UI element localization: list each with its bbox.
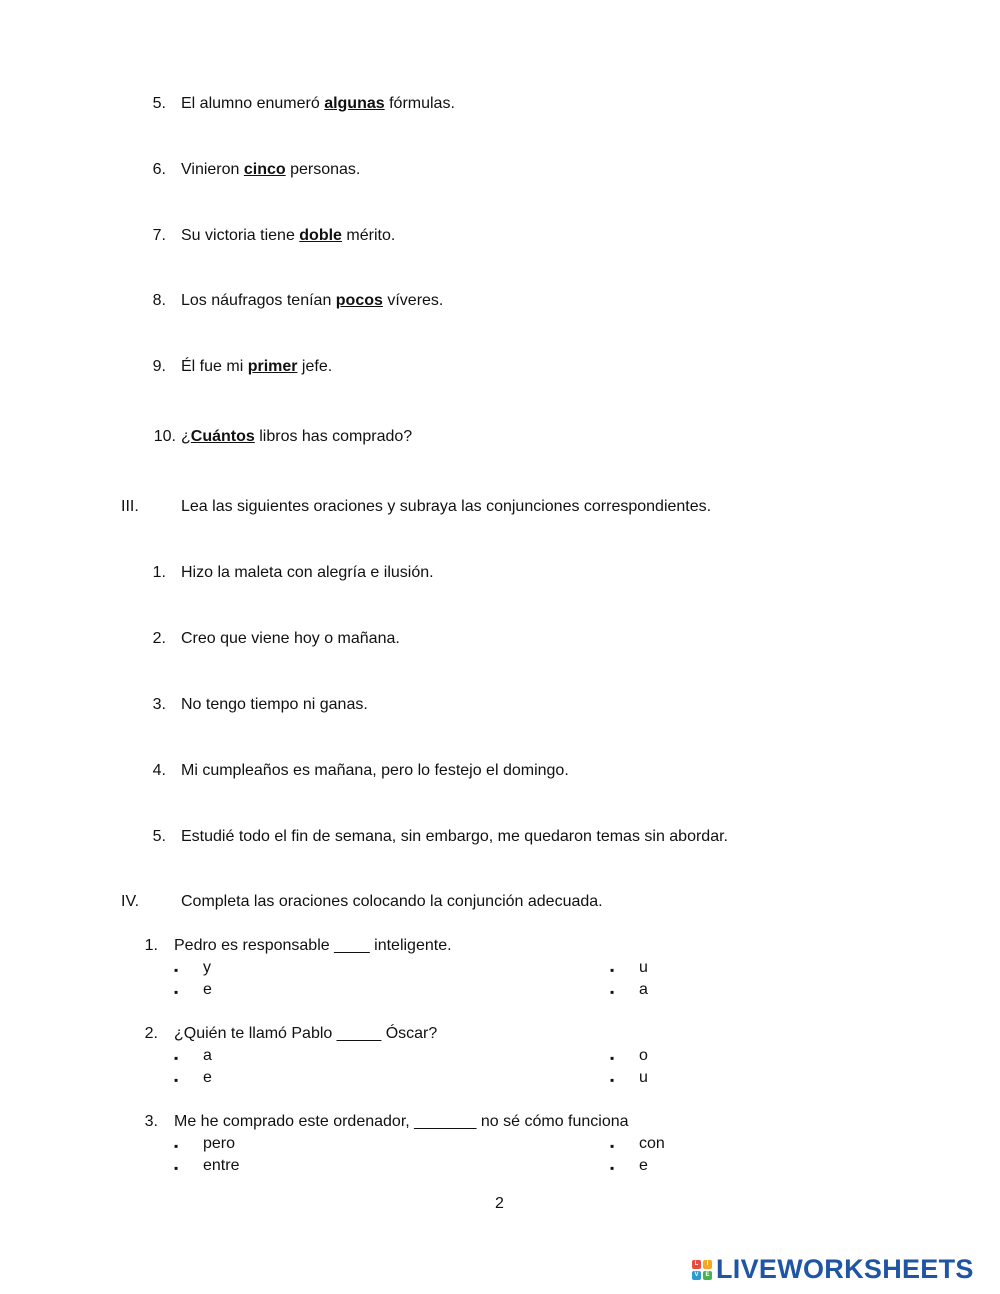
- bullet-icon: ▪: [174, 985, 179, 999]
- underlined-keyword: Cuántos: [190, 428, 255, 445]
- item-number: 1.: [152, 564, 166, 581]
- bullet-icon: ▪: [174, 1051, 179, 1065]
- answer-option[interactable]: o: [639, 1047, 648, 1064]
- sentence: [181, 428, 412, 446]
- answer-option[interactable]: u: [639, 959, 648, 976]
- sentence: Creo que viene hoy o mañana.: [181, 630, 400, 647]
- answer-option[interactable]: e: [203, 1069, 212, 1086]
- item-number: 3.: [152, 696, 166, 713]
- underlined-keyword: pocos: [335, 292, 383, 309]
- bullet-icon: ▪: [174, 963, 179, 977]
- underlined-keyword: cinco: [243, 161, 286, 178]
- liveworksheets-logo: [692, 1254, 974, 1285]
- sentence: [181, 358, 332, 376]
- question-number: 1.: [144, 937, 158, 954]
- answer-option[interactable]: y: [203, 959, 211, 976]
- item-number: 7.: [152, 227, 166, 244]
- bullet-icon: ▪: [174, 1161, 179, 1175]
- sentence: [181, 227, 395, 245]
- answer-option[interactable]: con: [639, 1135, 665, 1152]
- sentence-text: mérito.: [341, 227, 396, 244]
- question-text: ¿Quién te llamó Pablo _____ Óscar?: [174, 1025, 438, 1042]
- answer-option[interactable]: entre: [203, 1157, 240, 1174]
- sentence: [181, 95, 455, 113]
- sentence-text: libros has comprado?: [254, 428, 413, 445]
- bullet-icon: ▪: [610, 1051, 615, 1065]
- question-text: Me he comprado este ordenador, _______ no sé cómo funciona: [174, 1113, 629, 1130]
- sentence-text: fórmulas.: [384, 95, 455, 112]
- answer-option[interactable]: e: [639, 1157, 648, 1174]
- item-number: 9.: [152, 358, 166, 375]
- sentence-text: Vinieron: [181, 161, 244, 178]
- question-number: 3.: [144, 1113, 158, 1130]
- sentence: [181, 292, 443, 310]
- sentence-text: Su victoria tiene: [181, 227, 300, 244]
- item-number: 6.: [152, 161, 166, 178]
- section-numeral: IV.: [121, 893, 140, 910]
- answer-option[interactable]: a: [639, 981, 648, 998]
- page-number: 2: [495, 1195, 504, 1212]
- bullet-icon: ▪: [174, 1139, 179, 1153]
- sentence: Mi cumpleaños es mañana, pero lo festejo el domingo.: [181, 762, 569, 779]
- answer-option[interactable]: pero: [203, 1135, 236, 1152]
- sentence: Estudié todo el fin de semana, sin embargo, me quedaron temas sin abordar.: [181, 828, 728, 845]
- logo-letter: I: [703, 1260, 712, 1269]
- bullet-icon: ▪: [610, 963, 615, 977]
- sentence-text: ¿: [181, 428, 191, 445]
- sentence-text: jefe.: [297, 358, 333, 375]
- section-instruction: Lea las siguientes oraciones y subraya las conjunciones correspondientes.: [181, 498, 712, 515]
- logo-letter: L: [692, 1260, 701, 1269]
- sentence: No tengo tiempo ni ganas.: [181, 696, 368, 713]
- logo-mark-icon: [692, 1260, 712, 1280]
- bullet-icon: ▪: [610, 1161, 615, 1175]
- underlined-keyword: algunas: [324, 95, 385, 112]
- logo-letter: V: [692, 1271, 701, 1280]
- bullet-icon: ▪: [610, 985, 615, 999]
- item-number: 5.: [152, 95, 166, 112]
- sentence-text: Él fue mi: [181, 358, 248, 375]
- answer-option[interactable]: u: [639, 1069, 648, 1086]
- underlined-keyword: doble: [299, 227, 342, 244]
- item-number: 8.: [152, 292, 166, 309]
- brand-name: LIVEWORKSHEETS: [716, 1254, 974, 1284]
- item-number: 2.: [152, 630, 166, 647]
- underlined-keyword: primer: [247, 358, 298, 375]
- question-text: Pedro es responsable ____ inteligente.: [174, 937, 452, 954]
- bullet-icon: ▪: [610, 1139, 615, 1153]
- question-number: 2.: [144, 1025, 158, 1042]
- bullet-icon: ▪: [174, 1073, 179, 1087]
- logo-letter: E: [703, 1271, 712, 1280]
- item-number: 10.: [153, 428, 176, 445]
- sentence-text: El alumno enumeró: [181, 95, 325, 112]
- sentence: [181, 161, 360, 179]
- section-numeral: III.: [121, 498, 139, 515]
- sentence-text: Los náufragos tenían: [181, 292, 336, 309]
- answer-option[interactable]: e: [203, 981, 212, 998]
- sentence: Hizo la maleta con alegría e ilusión.: [181, 564, 434, 581]
- answer-option[interactable]: a: [203, 1047, 212, 1064]
- section-instruction: Completa las oraciones colocando la conjunción adecuada.: [181, 893, 603, 910]
- item-number: 5.: [152, 828, 166, 845]
- sentence-text: personas.: [285, 161, 361, 178]
- item-number: 4.: [152, 762, 166, 779]
- sentence-text: víveres.: [382, 292, 444, 309]
- bullet-icon: ▪: [610, 1073, 615, 1087]
